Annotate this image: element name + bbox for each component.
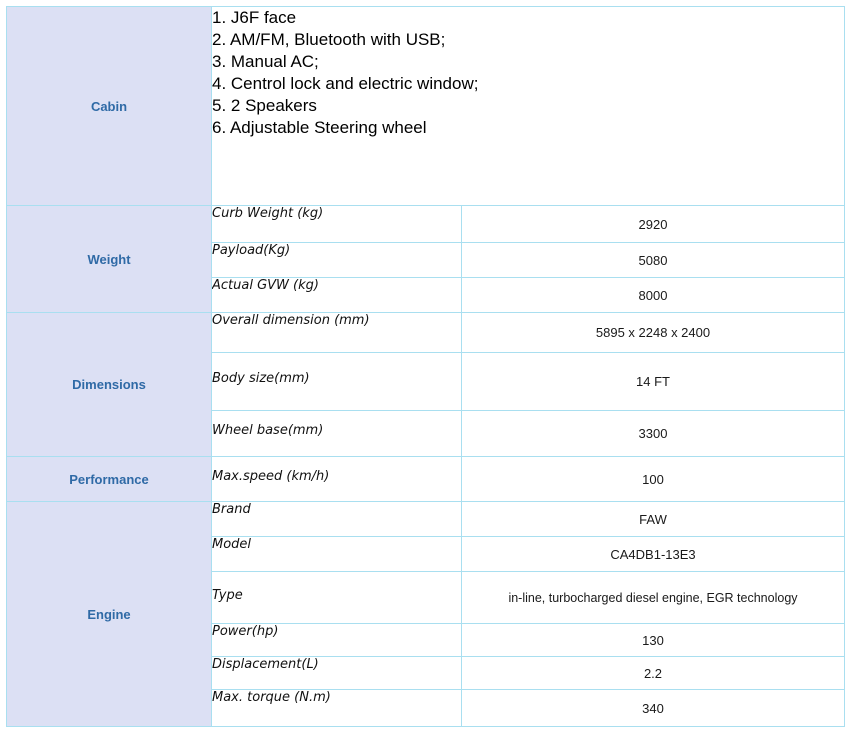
category-performance: Performance xyxy=(7,457,212,502)
spec-value: 2920 xyxy=(462,206,845,243)
spec-value: 14 FT xyxy=(462,353,845,411)
table-row xyxy=(7,457,845,502)
spec-label: Max. torque (N.m) xyxy=(212,690,462,727)
cabin-row xyxy=(7,7,845,206)
list-item: 1. J6F face xyxy=(212,8,297,27)
spec-value: 130 xyxy=(462,624,845,657)
spec-value: 5895 x 2248 x 2400 xyxy=(462,313,845,353)
spec-value: FAW xyxy=(462,502,845,537)
spec-label: Curb Weight (kg) xyxy=(212,206,462,243)
spec-value: in-line, turbocharged diesel engine, EGR technology xyxy=(462,572,845,624)
spec-value: 340 xyxy=(462,690,845,727)
spec-label: Overall dimension (mm) xyxy=(212,313,462,353)
category-dimensions: Dimensions xyxy=(7,313,212,457)
spec-label: Power(hp) xyxy=(212,624,462,657)
spec-label: Displacement(L) xyxy=(212,657,462,690)
spec-value: 3300 xyxy=(462,411,845,457)
list-item: 2. AM/FM, Bluetooth with USB; xyxy=(212,30,446,49)
category-weight: Weight xyxy=(7,206,212,313)
spec-value: 8000 xyxy=(462,278,845,313)
list-item: 3. Manual AC; xyxy=(212,52,319,71)
list-item: 4. Centrol lock and electric window; xyxy=(212,74,479,93)
spec-value: 2.2 xyxy=(462,657,845,690)
spec-label: Model xyxy=(212,537,462,572)
spec-label: Max.speed (km/h) xyxy=(212,457,462,502)
cabin-features xyxy=(212,7,845,206)
list-item: 6. Adjustable Steering wheel xyxy=(212,118,427,137)
spec-label: Type xyxy=(212,572,462,624)
category-cabin: Cabin xyxy=(7,7,212,206)
spec-label: Wheel base(mm) xyxy=(212,411,462,457)
table-row xyxy=(7,502,845,537)
spec-label: Brand xyxy=(212,502,462,537)
table-row xyxy=(7,313,845,353)
cabin-feature-list xyxy=(212,7,844,139)
spec-label: Actual GVW (kg) xyxy=(212,278,462,313)
table-row xyxy=(7,206,845,243)
spec-label: Payload(Kg) xyxy=(212,243,462,278)
spec-value: 100 xyxy=(462,457,845,502)
category-engine: Engine xyxy=(7,502,212,727)
spec-label: Body size(mm) xyxy=(212,353,462,411)
spec-table xyxy=(6,6,845,727)
spec-value: CA4DB1-13E3 xyxy=(462,537,845,572)
spec-value: 5080 xyxy=(462,243,845,278)
list-item: 5. 2 Speakers xyxy=(212,96,317,115)
